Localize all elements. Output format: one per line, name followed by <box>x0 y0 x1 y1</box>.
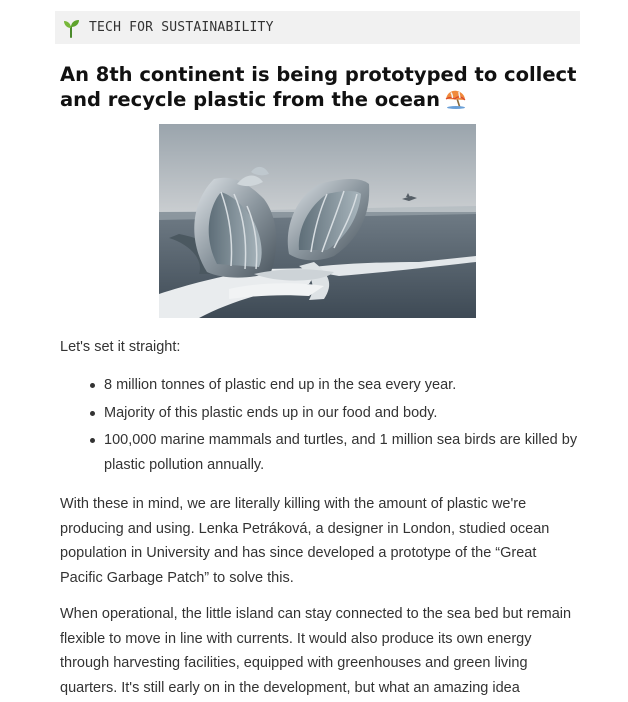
category-label: TECH FOR SUSTAINABILITY <box>89 20 274 35</box>
body-paragraph-1: With these in mind, we are literally killing with the amount of plastic we're producing and using. Lenka Petráková, a designer in London, studied ocean population in University and has since developed a prototype of the “Great Pacific Garbage Patch” to solve this. <box>60 496 550 586</box>
facts-list <box>60 373 580 480</box>
sprout-icon <box>61 18 81 38</box>
list-item: Majority of this plastic ends up in our food and body. <box>60 401 580 426</box>
intro-text: Let's set it straight: <box>60 339 181 355</box>
list-item: 8 million tonnes of plastic end up in the sea every year. <box>60 373 580 398</box>
island-structure-image <box>159 124 476 318</box>
beach-umbrella-icon <box>444 89 466 109</box>
list-item: 100,000 marine mammals and turtles, and 1 million sea birds are killed by plastic pollution annually. <box>60 428 580 477</box>
article-title-text: An 8th continent is being prototyped to collect and recycle plastic from the ocean <box>60 63 577 111</box>
category-banner <box>55 11 580 44</box>
body-paragraph-2: When operational, the little island can stay connected to the sea bed but remain flexible to move in line with currents. It would also produce its own energy through harvesting facilities, equipped with greenhouses and green living quarters. It's still early on in the development, but what an amazing idea <box>60 606 572 696</box>
article-title <box>60 62 580 112</box>
